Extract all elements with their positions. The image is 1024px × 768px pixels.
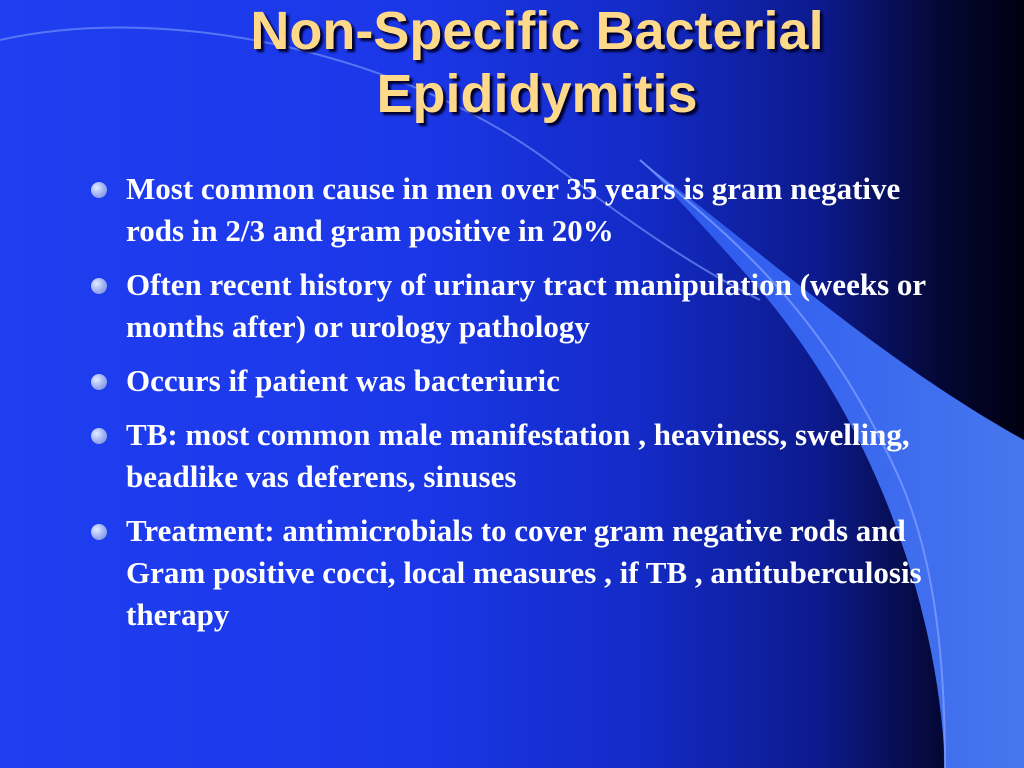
bullet-text: Most common cause in men over 35 years is gram negative rods in 2/3 and gram positive in 20% — [126, 171, 901, 248]
bullet-list — [88, 168, 938, 648]
bullet-text: TB: most common male manifestation , heaviness, swelling, beadlike vas deferens, sinuses — [126, 417, 910, 494]
slide-title — [150, 0, 924, 126]
bullet-text: Occurs if patient was bacteriuric — [126, 363, 560, 398]
title-line-2: Epididymitis — [376, 64, 698, 124]
bullet-item — [88, 360, 938, 402]
bullet-dot-icon — [91, 524, 107, 540]
bullet-text: Treatment: antimicrobials to cover gram negative rods and Gram positive cocci, local measures , if TB , antituberculosis therapy — [126, 513, 922, 632]
title-line-1: Non-Specific Bacterial — [250, 1, 824, 61]
bullet-dot-icon — [91, 278, 107, 294]
bullet-dot-icon — [91, 374, 107, 390]
bullet-item — [88, 414, 938, 498]
bullet-text: Often recent history of urinary tract manipulation (weeks or months after) or urology pathology — [126, 267, 926, 344]
bullet-item — [88, 168, 938, 252]
bullet-dot-icon — [91, 182, 107, 198]
bullet-dot-icon — [91, 428, 107, 444]
bullet-item — [88, 264, 938, 348]
bullet-item — [88, 510, 938, 636]
